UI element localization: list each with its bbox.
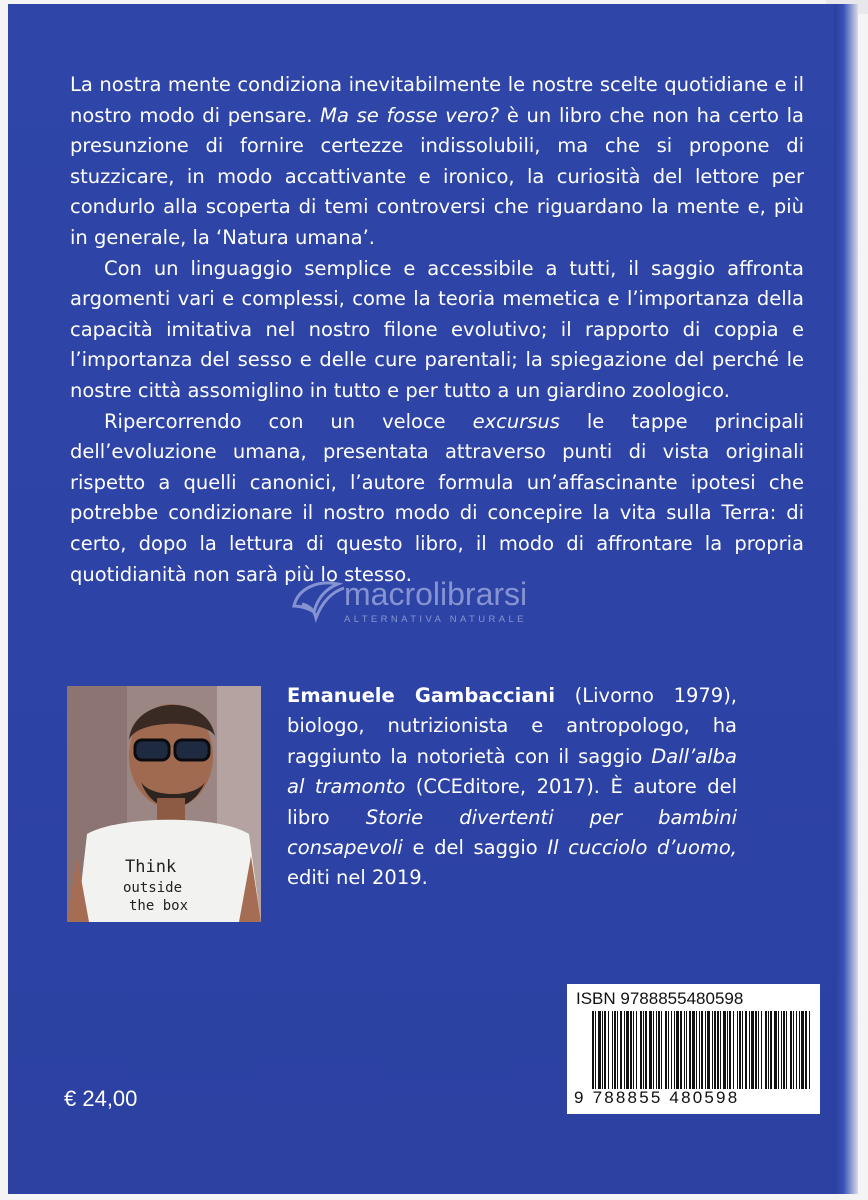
barcode-bar [592, 1011, 594, 1089]
author-name: Emanuele Gambacciani [287, 684, 556, 707]
author-book-3: Il cucciolo d’uomo, [547, 836, 738, 860]
barcode-bar [653, 1011, 654, 1089]
barcode-bar [778, 1011, 779, 1089]
barcode-bar [765, 1011, 767, 1089]
author-bio [287, 681, 737, 894]
blurb-book-title: Ma se fosse vero? [320, 103, 500, 127]
barcode-bar [793, 1011, 794, 1089]
author-portrait [67, 686, 261, 922]
watermark-leaf-icon [288, 578, 346, 624]
barcode-bar [656, 1011, 657, 1089]
price: € 24,00 [64, 1086, 138, 1111]
barcode-bar [640, 1011, 642, 1089]
barcode-bar [707, 1011, 710, 1089]
blurb-p3-start: Ripercorrendo con un veloce [104, 409, 473, 433]
barcode-bar [689, 1011, 691, 1089]
shirt-text-2: outside [123, 880, 183, 896]
barcode-bar [781, 1011, 782, 1089]
barcode-bar [799, 1011, 800, 1089]
barcode-bar [701, 1011, 703, 1089]
barcode-bar [714, 1011, 716, 1089]
barcode-bar [626, 1011, 629, 1089]
author-book-2: Storie divertenti per bambini consapevoli [287, 805, 737, 860]
blurb-text [70, 70, 804, 590]
barcode-bars [592, 1011, 810, 1089]
barcode-bar [737, 1011, 738, 1089]
barcode-bar [758, 1011, 759, 1089]
barcode-bar [633, 1011, 634, 1089]
author-bio-part-2: (CCEditore, 2017). È autore del libro [287, 775, 737, 829]
shirt-text-3: the box [129, 898, 189, 914]
barcode-bar [598, 1011, 601, 1089]
watermark-brand: macrolibrarsi [344, 576, 528, 612]
barcode-bar [755, 1011, 757, 1089]
barcode-bar [604, 1011, 606, 1089]
barcode-bar [696, 1011, 697, 1089]
barcode-bar [624, 1011, 625, 1089]
barcode-bar [751, 1011, 754, 1089]
author-book-1: Dall’alba al tramonto [287, 744, 737, 799]
watermark-tagline: ALTERNATIVA NATURALE [344, 614, 527, 625]
barcode-bar [595, 1011, 596, 1089]
author-bio-part-3: e del saggio [402, 836, 548, 860]
barcode-bar [630, 1011, 632, 1089]
barcode-bar [720, 1011, 721, 1089]
barcode-bar [733, 1011, 734, 1089]
barcode-bar [680, 1011, 682, 1089]
barcode-bar [614, 1011, 616, 1089]
barcode-bar [745, 1011, 747, 1089]
author-bio-part-4: editi nel 2019. [287, 866, 428, 890]
barcode-bar [649, 1011, 652, 1089]
barcode-bar [705, 1011, 706, 1089]
barcode-bar [661, 1011, 662, 1089]
barcode-bar [809, 1011, 810, 1089]
barcode-bar [636, 1011, 637, 1089]
blurb-p3-end: le tappe principali dell’evoluzione umana, presentata attraverso punti di vista originali rispetto a quelli canonici, l’autore formula un’affascinante ipotesi che potrebbe condizionare il nostro modo di concepire la vita sulla Terra: di certo, dopo la lettura di questo libro, il modo di affrontare la propria quotidianità non sarà più lo stesso. [70, 409, 804, 586]
barcode-label [567, 984, 820, 1114]
barcode-bar [790, 1011, 792, 1089]
barcode-bar [668, 1011, 669, 1089]
barcode-bar [645, 1011, 647, 1089]
barcode-bar [770, 1011, 772, 1089]
barcode-bar [739, 1011, 741, 1089]
blurb-paragraph-3 [70, 407, 804, 591]
blurb-excursus-term: excursus [472, 409, 560, 433]
blurb-p1-end: è un libro che non ha certo la presunzione di fornire certezze indissolubili, ma che si propone di stuzzicare, in modo accattivante e ironico, la curiosità del lettore per condurlo alla scoperta di temi controversi che riguardano la mente e, più in generale, la ‘Natura umana’. [70, 103, 804, 249]
barcode-bar [742, 1011, 743, 1089]
watermark [288, 576, 588, 632]
author-bio-part-1: (Livorno 1979), biologo, nutrizionista e antropologo, ha raggiunto la notorietà con il saggio [287, 684, 737, 768]
barcode-bar [723, 1011, 726, 1089]
barcode-bar [674, 1011, 675, 1089]
barcode-bar [684, 1011, 685, 1089]
barcode-bar [729, 1011, 731, 1089]
barcode-bar [805, 1011, 807, 1089]
barcode-bar [786, 1011, 787, 1089]
barcode-bar [712, 1011, 713, 1089]
barcode-bar [801, 1011, 804, 1089]
barcode-bar [727, 1011, 728, 1089]
barcode-bar [796, 1011, 797, 1089]
barcode-bar [768, 1011, 769, 1089]
blurb-paragraph-1 [70, 70, 804, 254]
barcode-bar [676, 1011, 679, 1089]
barcode-bar [602, 1011, 603, 1089]
barcode-bar [699, 1011, 700, 1089]
barcode-bar [749, 1011, 750, 1089]
barcode-bar [608, 1011, 609, 1089]
barcode-bar [774, 1011, 777, 1089]
barcode-bar [692, 1011, 695, 1089]
book-spine-edge [834, 4, 858, 1194]
isbn-label: ISBN 9788855480598 [576, 989, 744, 1008]
barcode-bar [783, 1011, 785, 1089]
blurb-paragraph-2: Con un linguaggio semplice e accessibile a tutti, il saggio affronta argomenti vari e complessi, come la teoria memetica e l’importanza della capacità imitativa nel nostro filone evolutivo; il rapporto di coppia e l’importanza del sesso e delle cure parentali; la spiegazione del perché le nostre città assomiglino in tutto e per tutto a un giardino zoologico. [70, 256, 804, 402]
barcode-bar [658, 1011, 660, 1089]
barcode-bar [717, 1011, 719, 1089]
barcode-bar [761, 1011, 762, 1089]
barcode-bar [686, 1011, 687, 1089]
barcode-bar [671, 1011, 672, 1089]
barcode-bar [617, 1011, 618, 1089]
blurb-p1-start: La nostra mente condiziona inevitabilmente le nostre scelte quotidiane e il nostro modo di pensare. [70, 73, 804, 127]
author-photo [67, 686, 261, 922]
barcode-bar [643, 1011, 644, 1089]
barcode-bar [665, 1011, 667, 1089]
barcode-bar [612, 1011, 613, 1089]
shirt-text-1: Think [125, 857, 177, 877]
barcode-bar [620, 1011, 622, 1089]
isbn-digits: 9 788855 480598 [574, 1088, 740, 1107]
